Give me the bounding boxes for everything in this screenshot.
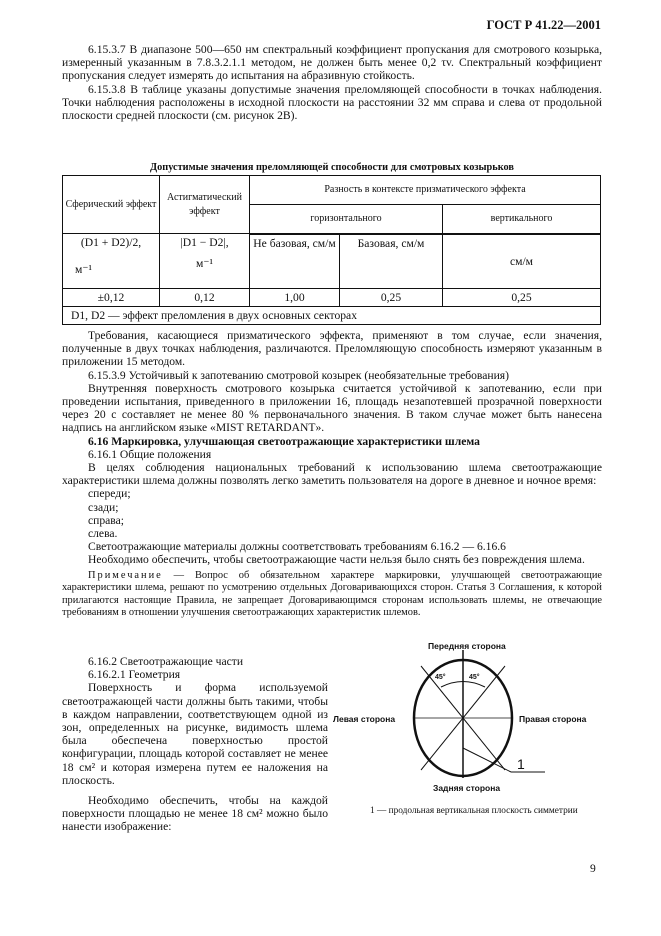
figure-caption: 1 — продольная вертикальная плоскость симметрии — [370, 806, 578, 816]
cell: 1,00 — [250, 289, 340, 307]
unit-spherical — [63, 234, 160, 289]
unit: м⁻¹ — [75, 263, 92, 277]
cell: 0,25 — [443, 289, 601, 307]
unit-vertical: см/м — [443, 234, 601, 289]
paragraph: Необходимо обеспечить, чтобы на каждой поверхности площадью не менее 18 см² можно было нанести изображение: — [62, 794, 328, 834]
note-label: Примечание — [88, 569, 163, 581]
document-header: ГОСТ Р 41.22—2001 — [486, 18, 601, 32]
page-number: 9 — [590, 862, 596, 875]
paragraph-6-15-3-9: 6.15.3.9 Устойчивый к запотеванию смотровой козырек (необязательные требования) — [88, 368, 509, 382]
list-item: сзади; — [88, 500, 119, 514]
header-astigmatic: Астигматический эффект — [160, 176, 250, 234]
cell: 0,12 — [160, 289, 250, 307]
paragraph: Требования, касающиеся призматического эффекта, применяют в том случае, если значения, полученные в двух точках наблюдения, различаются. Преломляющую способность измеряют указанным в приложении 15 методом. — [62, 329, 602, 369]
unit: м⁻¹ — [196, 257, 213, 271]
label-angle-right: 45° — [469, 674, 480, 681]
table-footnote: D1, D2 — эффект преломления в двух основных секторах — [63, 307, 601, 325]
unit-base: Базовая, см/м — [340, 234, 443, 289]
list-item: слева. — [88, 527, 118, 541]
header-horizontal: горизонтального — [250, 205, 443, 234]
cell: 0,25 — [340, 289, 443, 307]
paragraph-6-15-3-8: 6.15.3.8 В таблице указаны допустимые значения преломляющей способности в точках наблюдения. Точки наблюдения расположены в исходной плоскости на расстоянии 32 мм справа и слева от продольной плоскости средней плоскости (см. рисунок 2В). — [62, 82, 602, 123]
unit-nonbase: Не базовая, см/м — [250, 234, 340, 289]
header-prism: Разность в контексте призматического эффекта — [250, 176, 601, 205]
note — [62, 570, 602, 620]
heading-6-16-1: 6.16.1 Общие положения — [88, 447, 212, 461]
heading-6-16-2-1: 6.16.2.1 Геометрия — [88, 668, 181, 682]
label-angle-left: 45° — [435, 674, 446, 681]
paragraph: Внутренняя поверхность смотрового козырька считается устойчивой к запотеванию, если при проведении испытания, приведенного в приложении 16, площадь незапотевшей прозрачной поверхности через 20 с составляет не менее 80 % первоначального значения. В таком случае может быть нанесена надпись на английском языке «MIST RETARDANT». — [62, 381, 602, 435]
heading-6-16-2: 6.16.2 Светоотражающие части — [88, 655, 244, 668]
label-back: Задняя сторона — [433, 783, 501, 793]
label-front: Передняя сторона — [428, 641, 506, 651]
note-text: — Вопрос об обязательном характере маркировки, улучшающей светоотражающие характеристики шлема, решают по усмотрению отдельных Договаривающихся сторон. Статья 3 Соглашения, к которой прилагаются настоящие Правила, не запрещает Договаривающимся сторонам использовать шлемы, не отвечающие требованиям в отношении улучшения светоотражающих характеристик шлемов. — [62, 569, 602, 619]
unit-astigmatic — [160, 234, 250, 289]
header-spherical: Сферический эффект — [63, 176, 160, 234]
paragraph-6-15-3-7: 6.15.3.7 В диапазоне 500—650 нм спектральный коэффициент пропускания для смотрового козырька, измеренный указанным в 7.8.3.2.1.1 методом, не должен быть менее 0,2 τv. Спектральный коэффициент пропускания следует измерять до испытания на абразивную стойкость. — [62, 43, 602, 83]
label-left: Левая сторона — [333, 714, 396, 724]
section-middle — [62, 329, 602, 620]
heading-6-16: 6.16 Маркировка, улучшающая светоотражающие характеристики шлема — [88, 434, 480, 448]
list-item: справа; — [88, 513, 124, 527]
table-title: Допустимые значения преломляющей способности для смотровых козырьков — [150, 162, 514, 173]
formula: |D1 − D2|, — [180, 236, 229, 249]
formula: (D1 + D2)/2, — [80, 236, 142, 249]
refraction-table — [62, 175, 601, 325]
paragraph: В целях соблюдения национальных требований к использованию шлема светоотражающие характеристики шлема должны позволять легко заметить пользователя на дороге в дневное и ночное время: — [62, 461, 602, 488]
left-column — [62, 655, 328, 834]
header-vertical: вертикального — [443, 205, 601, 234]
cell: ±0,12 — [63, 289, 160, 307]
paragraph: Светоотражающие материалы должны соответствовать требованиям 6.16.2 — 6.16.6 — [88, 540, 506, 554]
list-item: спереди; — [88, 487, 131, 501]
marker-1: 1 — [517, 756, 525, 772]
paragraph: Необходимо обеспечить, чтобы светоотражающие части нельзя было снять без повреждения шлема. — [88, 553, 585, 567]
label-right: Правая сторона — [519, 714, 587, 724]
paragraph: Поверхность и форма используемой светоотражающей части должны быть такими, чтобы в каждом направлении, соответствующем одной из зон, определенных на рисунке, видимость шлема была обеспечена поверхностью простой конфигурации, площадь которой составляет не менее 18 см² и которая измерена путем ее наложения на плоскость. — [62, 681, 328, 787]
section-top — [62, 43, 602, 122]
